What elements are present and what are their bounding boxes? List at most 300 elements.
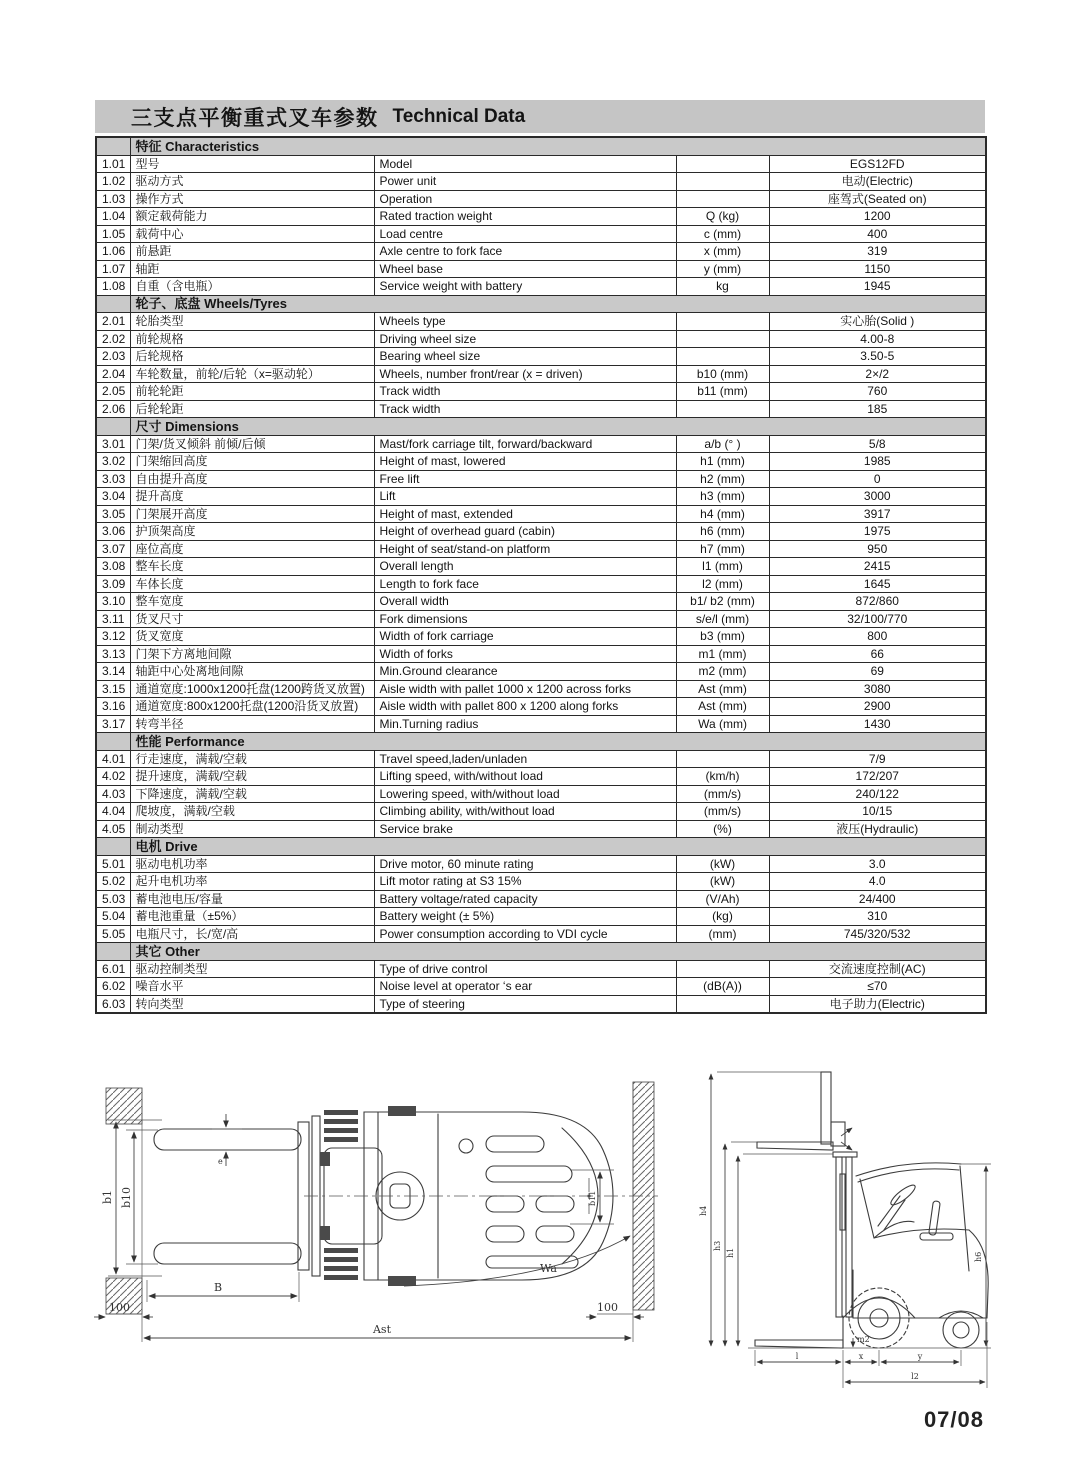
cell-zh: 轮胎类型 <box>130 313 374 331</box>
dim-label-h6: h6 <box>974 1251 983 1262</box>
cell-no: 3.09 <box>96 575 130 593</box>
cell-en: Width of forks <box>374 645 676 663</box>
cell-en: Service weight with battery <box>374 278 676 296</box>
cell-no: 2.06 <box>96 400 130 418</box>
cell-unit: (kW) <box>676 873 769 891</box>
cell-no: 2.05 <box>96 383 130 401</box>
page-title <box>95 100 985 133</box>
cell-zh: 前轮规格 <box>130 330 374 348</box>
spec-row <box>96 715 986 733</box>
cell-zh: 护顶架高度 <box>130 523 374 541</box>
cell-value: 1150 <box>769 260 986 278</box>
cell-en: Battery voltage/rated capacity <box>374 890 676 908</box>
cell-unit: b10 (mm) <box>676 365 769 383</box>
cell-en: Min.Ground clearance <box>374 663 676 681</box>
cell-unit: y (mm) <box>676 260 769 278</box>
cell-zh: 自重（含电瓶） <box>130 278 374 296</box>
cell-no: 1.03 <box>96 190 130 208</box>
cell-unit: s/e/l (mm) <box>676 610 769 628</box>
cell-no: 2.01 <box>96 313 130 331</box>
cell-unit: (km/h) <box>676 768 769 786</box>
cell-unit <box>676 995 769 1013</box>
cell-zh: 货叉尺寸 <box>130 610 374 628</box>
cell-zh: 通道宽度:800x1200托盘(1200沿货叉放置) <box>130 698 374 716</box>
cell-en: Free lift <box>374 470 676 488</box>
cell-en: Width of fork carriage <box>374 628 676 646</box>
spec-row <box>96 208 986 226</box>
cell-unit: m1 (mm) <box>676 645 769 663</box>
cell-unit: b11 (mm) <box>676 383 769 401</box>
dim-label-100-right: 100 <box>597 1301 618 1314</box>
cell-unit: b3 (mm) <box>676 628 769 646</box>
cell-no: 1.04 <box>96 208 130 226</box>
cell-unit <box>676 313 769 331</box>
section-header-row <box>96 838 986 856</box>
cell-no: 1.01 <box>96 155 130 173</box>
spec-row <box>96 365 986 383</box>
spec-row <box>96 803 986 821</box>
cell-unit <box>676 348 769 366</box>
cell-zh: 前轮轮距 <box>130 383 374 401</box>
dim-label-y: y <box>917 1352 923 1361</box>
spec-row <box>96 593 986 611</box>
spec-row <box>96 155 986 173</box>
cell-en: Driving wheel size <box>374 330 676 348</box>
cell-zh: 门架缩回高度 <box>130 453 374 471</box>
cell-unit: h4 (mm) <box>676 505 769 523</box>
cell-no: 3.16 <box>96 698 130 716</box>
cell-value: 0 <box>769 470 986 488</box>
section-header-num-cell <box>96 733 130 751</box>
cell-value: 800 <box>769 628 986 646</box>
spec-row <box>96 278 986 296</box>
spec-row <box>96 505 986 523</box>
cell-en: Lift <box>374 488 676 506</box>
spec-row <box>96 330 986 348</box>
cell-value: 319 <box>769 243 986 261</box>
cell-unit: kg <box>676 278 769 296</box>
cell-no: 3.05 <box>96 505 130 523</box>
dim-label-wa: Wa <box>540 1262 557 1275</box>
cell-unit: (V/Ah) <box>676 890 769 908</box>
dim-label-l2: l2 <box>911 1372 919 1381</box>
dim-label-100-left: 100 <box>109 1301 130 1314</box>
cell-no: 1.05 <box>96 225 130 243</box>
cell-en: Height of overhead guard (cabin) <box>374 523 676 541</box>
dim-label-h1: h1 <box>726 1247 735 1258</box>
cell-no: 3.03 <box>96 470 130 488</box>
cell-no: 3.07 <box>96 540 130 558</box>
section-header-num-cell <box>96 418 130 436</box>
spec-row <box>96 908 986 926</box>
cell-no: 3.02 <box>96 453 130 471</box>
cell-no: 3.06 <box>96 523 130 541</box>
cell-unit <box>676 155 769 173</box>
cell-en: Wheel base <box>374 260 676 278</box>
spec-row <box>96 400 986 418</box>
spec-row <box>96 680 986 698</box>
cell-value: 电动(Electric) <box>769 173 986 191</box>
cell-unit: l1 (mm) <box>676 558 769 576</box>
cell-zh: 前悬距 <box>130 243 374 261</box>
cell-no: 6.03 <box>96 995 130 1013</box>
spec-row <box>96 855 986 873</box>
cell-zh: 下降速度，满载/空载 <box>130 785 374 803</box>
dim-label-m2: m2 <box>857 1335 870 1344</box>
page-title-en: Technical Data <box>392 105 526 127</box>
cell-unit: h2 (mm) <box>676 470 769 488</box>
cell-no: 3.17 <box>96 715 130 733</box>
spec-row <box>96 873 986 891</box>
cell-en: Power consumption according to VDI cycle <box>374 925 676 943</box>
cell-value: 172/207 <box>769 768 986 786</box>
cell-unit: b1/ b2 (mm) <box>676 593 769 611</box>
cell-no: 1.07 <box>96 260 130 278</box>
cell-no: 2.04 <box>96 365 130 383</box>
cell-no: 3.14 <box>96 663 130 681</box>
spec-row <box>96 628 986 646</box>
dim-label-b1: b1 <box>101 1189 114 1204</box>
cell-unit: h3 (mm) <box>676 488 769 506</box>
spec-table-body <box>96 137 986 1013</box>
dim-label-l: l <box>795 1352 799 1361</box>
section-header-num-cell <box>96 943 130 961</box>
cell-en: Lowering speed, with/without load <box>374 785 676 803</box>
cell-unit: h7 (mm) <box>676 540 769 558</box>
cell-unit: (%) <box>676 820 769 838</box>
cell-no: 6.01 <box>96 960 130 978</box>
top-view-drawing <box>92 1072 664 1372</box>
cell-value: 400 <box>769 225 986 243</box>
spec-row <box>96 470 986 488</box>
cell-en: Mast/fork carriage tilt, forward/backward <box>374 435 676 453</box>
cell-zh: 载荷中心 <box>130 225 374 243</box>
cell-en: Aisle width with pallet 1000 x 1200 across forks <box>374 680 676 698</box>
cell-value: 实心胎(Solid ) <box>769 313 986 331</box>
cell-value: 2×/2 <box>769 365 986 383</box>
spec-row <box>96 225 986 243</box>
cell-unit: (dB(A)) <box>676 978 769 996</box>
cell-unit: x (mm) <box>676 243 769 261</box>
cell-value: 950 <box>769 540 986 558</box>
cell-en: Operation <box>374 190 676 208</box>
spec-row <box>96 435 986 453</box>
cell-en: Wheels, number front/rear (x = driven) <box>374 365 676 383</box>
cell-unit: h6 (mm) <box>676 523 769 541</box>
cell-unit: (mm/s) <box>676 803 769 821</box>
cell-no: 3.11 <box>96 610 130 628</box>
cell-en: Wheels type <box>374 313 676 331</box>
cell-no: 4.03 <box>96 785 130 803</box>
cell-zh: 转向类型 <box>130 995 374 1013</box>
cell-value: 座驾式(Seated on) <box>769 190 986 208</box>
page-number: 07/08 <box>923 1407 984 1432</box>
spec-row <box>96 890 986 908</box>
cell-no: 5.05 <box>96 925 130 943</box>
cell-no: 3.13 <box>96 645 130 663</box>
cell-zh: 电瓶尺寸，长/宽/高 <box>130 925 374 943</box>
spec-row <box>96 645 986 663</box>
spec-row <box>96 663 986 681</box>
section-header-label: 特征 Characteristics <box>130 137 986 155</box>
cell-en: Fork dimensions <box>374 610 676 628</box>
cell-zh: 轴距中心处离地间隙 <box>130 663 374 681</box>
spec-row <box>96 610 986 628</box>
cell-value: 2415 <box>769 558 986 576</box>
cell-value: 液压(Hydraulic) <box>769 820 986 838</box>
section-header-row <box>96 418 986 436</box>
cell-value: 69 <box>769 663 986 681</box>
cell-no: 2.02 <box>96 330 130 348</box>
cell-en: Type of drive control <box>374 960 676 978</box>
cell-no: 2.03 <box>96 348 130 366</box>
page-title-zh: 三支点平衡重式叉车参数 <box>131 106 379 130</box>
cell-value: 7/9 <box>769 750 986 768</box>
spec-row <box>96 750 986 768</box>
cell-no: 3.10 <box>96 593 130 611</box>
cell-value: 760 <box>769 383 986 401</box>
cell-en: Axle centre to fork face <box>374 243 676 261</box>
cell-zh: 噪音水平 <box>130 978 374 996</box>
cell-en: Aisle width with pallet 800 x 1200 along forks <box>374 698 676 716</box>
cell-en: Drive motor, 60 minute rating <box>374 855 676 873</box>
cell-no: 3.08 <box>96 558 130 576</box>
cell-unit: (kW) <box>676 855 769 873</box>
cell-zh: 行走速度，满载/空载 <box>130 750 374 768</box>
section-header-label: 轮子、底盘 Wheels/Tyres <box>130 295 986 313</box>
spec-row <box>96 698 986 716</box>
section-header-num-cell <box>96 295 130 313</box>
section-header-label: 电机 Drive <box>130 838 986 856</box>
dim-label-h3: h3 <box>713 1240 722 1251</box>
cell-unit: (mm/s) <box>676 785 769 803</box>
cell-en: Track width <box>374 400 676 418</box>
section-header-label: 尺寸 Dimensions <box>130 418 986 436</box>
cell-zh: 后轮规格 <box>130 348 374 366</box>
spec-row <box>96 820 986 838</box>
cell-value: 24/400 <box>769 890 986 908</box>
cell-en: Rated traction weight <box>374 208 676 226</box>
spec-row <box>96 558 986 576</box>
cell-value: ≤70 <box>769 978 986 996</box>
cell-zh: 制动类型 <box>130 820 374 838</box>
spec-row <box>96 978 986 996</box>
cell-value: 1430 <box>769 715 986 733</box>
cell-en: Lifting speed, with/without load <box>374 768 676 786</box>
cell-zh: 门架/货叉倾斜 前倾/后倾 <box>130 435 374 453</box>
spec-row <box>96 313 986 331</box>
cell-zh: 驱动电机功率 <box>130 855 374 873</box>
cell-no: 5.04 <box>96 908 130 926</box>
section-header-num-cell <box>96 838 130 856</box>
spec-table <box>95 136 987 1014</box>
cell-unit <box>676 400 769 418</box>
cell-zh: 操作方式 <box>130 190 374 208</box>
cell-no: 4.02 <box>96 768 130 786</box>
cell-zh: 转弯半径 <box>130 715 374 733</box>
cell-en: Min.Turning radius <box>374 715 676 733</box>
cell-en: Model <box>374 155 676 173</box>
cell-zh: 货叉宽度 <box>130 628 374 646</box>
cell-en: Height of mast, lowered <box>374 453 676 471</box>
cell-value: 185 <box>769 400 986 418</box>
cell-en: Battery weight (± 5%) <box>374 908 676 926</box>
dim-label-x: x <box>858 1352 864 1361</box>
dim-label-B: B <box>213 1281 223 1294</box>
dim-label-h4: h4 <box>699 1205 708 1216</box>
cell-value: 5/8 <box>769 435 986 453</box>
cell-en: Noise level at operator ‘s ear <box>374 978 676 996</box>
cell-no: 6.02 <box>96 978 130 996</box>
cell-value: 1645 <box>769 575 986 593</box>
cell-no: 4.05 <box>96 820 130 838</box>
cell-value: 3080 <box>769 680 986 698</box>
cell-no: 4.01 <box>96 750 130 768</box>
cell-en: Type of steering <box>374 995 676 1013</box>
section-header-row <box>96 943 986 961</box>
cell-en: Power unit <box>374 173 676 191</box>
section-header-num-cell <box>96 137 130 155</box>
spec-row <box>96 190 986 208</box>
cell-zh: 驱动方式 <box>130 173 374 191</box>
cell-value: 32/100/770 <box>769 610 986 628</box>
cell-unit: Q (kg) <box>676 208 769 226</box>
cell-en: Height of seat/stand-on platform <box>374 540 676 558</box>
spec-row <box>96 785 986 803</box>
cell-en: Travel speed,laden/unladen <box>374 750 676 768</box>
spec-row <box>96 925 986 943</box>
cell-value: 1975 <box>769 523 986 541</box>
cell-no: 3.12 <box>96 628 130 646</box>
cell-zh: 车体长度 <box>130 575 374 593</box>
cell-en: Height of mast, extended <box>374 505 676 523</box>
cell-value: 3.0 <box>769 855 986 873</box>
cell-no: 1.06 <box>96 243 130 261</box>
cell-value: 3000 <box>769 488 986 506</box>
cell-zh: 后轮轮距 <box>130 400 374 418</box>
cell-zh: 门架下方离地间隙 <box>130 645 374 663</box>
forklift-side-view <box>748 1072 991 1348</box>
cell-no: 1.08 <box>96 278 130 296</box>
cell-unit <box>676 960 769 978</box>
cell-unit: h1 (mm) <box>676 453 769 471</box>
cell-no: 4.04 <box>96 803 130 821</box>
cell-zh: 通道宽度:1000x1200托盘(1200跨货叉放置) <box>130 680 374 698</box>
cell-unit: m2 (mm) <box>676 663 769 681</box>
cell-unit <box>676 330 769 348</box>
cell-value: 4.00-8 <box>769 330 986 348</box>
cell-unit: a/b (° ) <box>676 435 769 453</box>
dim-label-b10: b10 <box>120 1186 133 1208</box>
cell-value: 3917 <box>769 505 986 523</box>
cell-unit: (mm) <box>676 925 769 943</box>
cell-value: EGS12FD <box>769 155 986 173</box>
section-header-label: 其它 Other <box>130 943 986 961</box>
cell-value: 745/320/532 <box>769 925 986 943</box>
forklift-top-view <box>154 1106 658 1286</box>
cell-en: Service brake <box>374 820 676 838</box>
spec-row <box>96 243 986 261</box>
cell-en: Bearing wheel size <box>374 348 676 366</box>
cell-no: 3.01 <box>96 435 130 453</box>
cell-en: Overall length <box>374 558 676 576</box>
section-header-row <box>96 295 986 313</box>
cell-zh: 额定载荷能力 <box>130 208 374 226</box>
cell-value: 872/860 <box>769 593 986 611</box>
cell-unit: Ast (mm) <box>676 680 769 698</box>
section-header-row <box>96 137 986 155</box>
cell-en: Climbing ability, with/without load <box>374 803 676 821</box>
cell-en: Overall width <box>374 593 676 611</box>
cell-value: 10/15 <box>769 803 986 821</box>
cell-no: 5.01 <box>96 855 130 873</box>
dim-label-ast: Ast <box>372 1323 392 1336</box>
cell-value: 1200 <box>769 208 986 226</box>
cell-zh: 车轮数量，前轮/后轮（x=驱动轮） <box>130 365 374 383</box>
cell-zh: 轴距 <box>130 260 374 278</box>
spec-row <box>96 383 986 401</box>
cell-zh: 自由提升高度 <box>130 470 374 488</box>
cell-unit: l2 (mm) <box>676 575 769 593</box>
cell-zh: 爬坡度，满载/空载 <box>130 803 374 821</box>
section-header-label: 性能 Performance <box>130 733 986 751</box>
cell-zh: 驱动控制类型 <box>130 960 374 978</box>
spec-row <box>96 173 986 191</box>
cell-zh: 提升速度，满载/空载 <box>130 768 374 786</box>
cell-en: Track width <box>374 383 676 401</box>
cell-unit <box>676 750 769 768</box>
cell-zh: 整车长度 <box>130 558 374 576</box>
cell-zh: 蓄电池重量（±5%） <box>130 908 374 926</box>
cell-zh: 门架展开高度 <box>130 505 374 523</box>
cell-en: Load centre <box>374 225 676 243</box>
cell-value: 66 <box>769 645 986 663</box>
cell-unit: Wa (mm) <box>676 715 769 733</box>
cell-zh: 整车宽度 <box>130 593 374 611</box>
spec-row <box>96 453 986 471</box>
cell-zh: 起升电机功率 <box>130 873 374 891</box>
cell-unit <box>676 173 769 191</box>
cell-unit: c (mm) <box>676 225 769 243</box>
cell-no: 1.02 <box>96 173 130 191</box>
spec-row <box>96 575 986 593</box>
cell-unit: Ast (mm) <box>676 698 769 716</box>
section-header-row <box>96 733 986 751</box>
cell-value: 交流速度控制(AC) <box>769 960 986 978</box>
dim-label-e: e <box>218 1157 223 1166</box>
cell-value: 电子助力(Electric) <box>769 995 986 1013</box>
spec-row <box>96 260 986 278</box>
cell-unit: (kg) <box>676 908 769 926</box>
spec-row <box>96 488 986 506</box>
cell-no: 3.04 <box>96 488 130 506</box>
cell-zh: 型号 <box>130 155 374 173</box>
side-view-drawing <box>693 1066 995 1396</box>
spec-row <box>96 348 986 366</box>
cell-zh: 提升高度 <box>130 488 374 506</box>
cell-no: 3.15 <box>96 680 130 698</box>
cell-value: 4.0 <box>769 873 986 891</box>
cell-zh: 座位高度 <box>130 540 374 558</box>
spec-row <box>96 995 986 1013</box>
cell-en: Lift motor rating at S3 15% <box>374 873 676 891</box>
cell-value: 1945 <box>769 278 986 296</box>
cell-en: Length to fork face <box>374 575 676 593</box>
cell-value: 1985 <box>769 453 986 471</box>
cell-value: 3.50-5 <box>769 348 986 366</box>
cell-no: 5.02 <box>96 873 130 891</box>
spec-row <box>96 523 986 541</box>
